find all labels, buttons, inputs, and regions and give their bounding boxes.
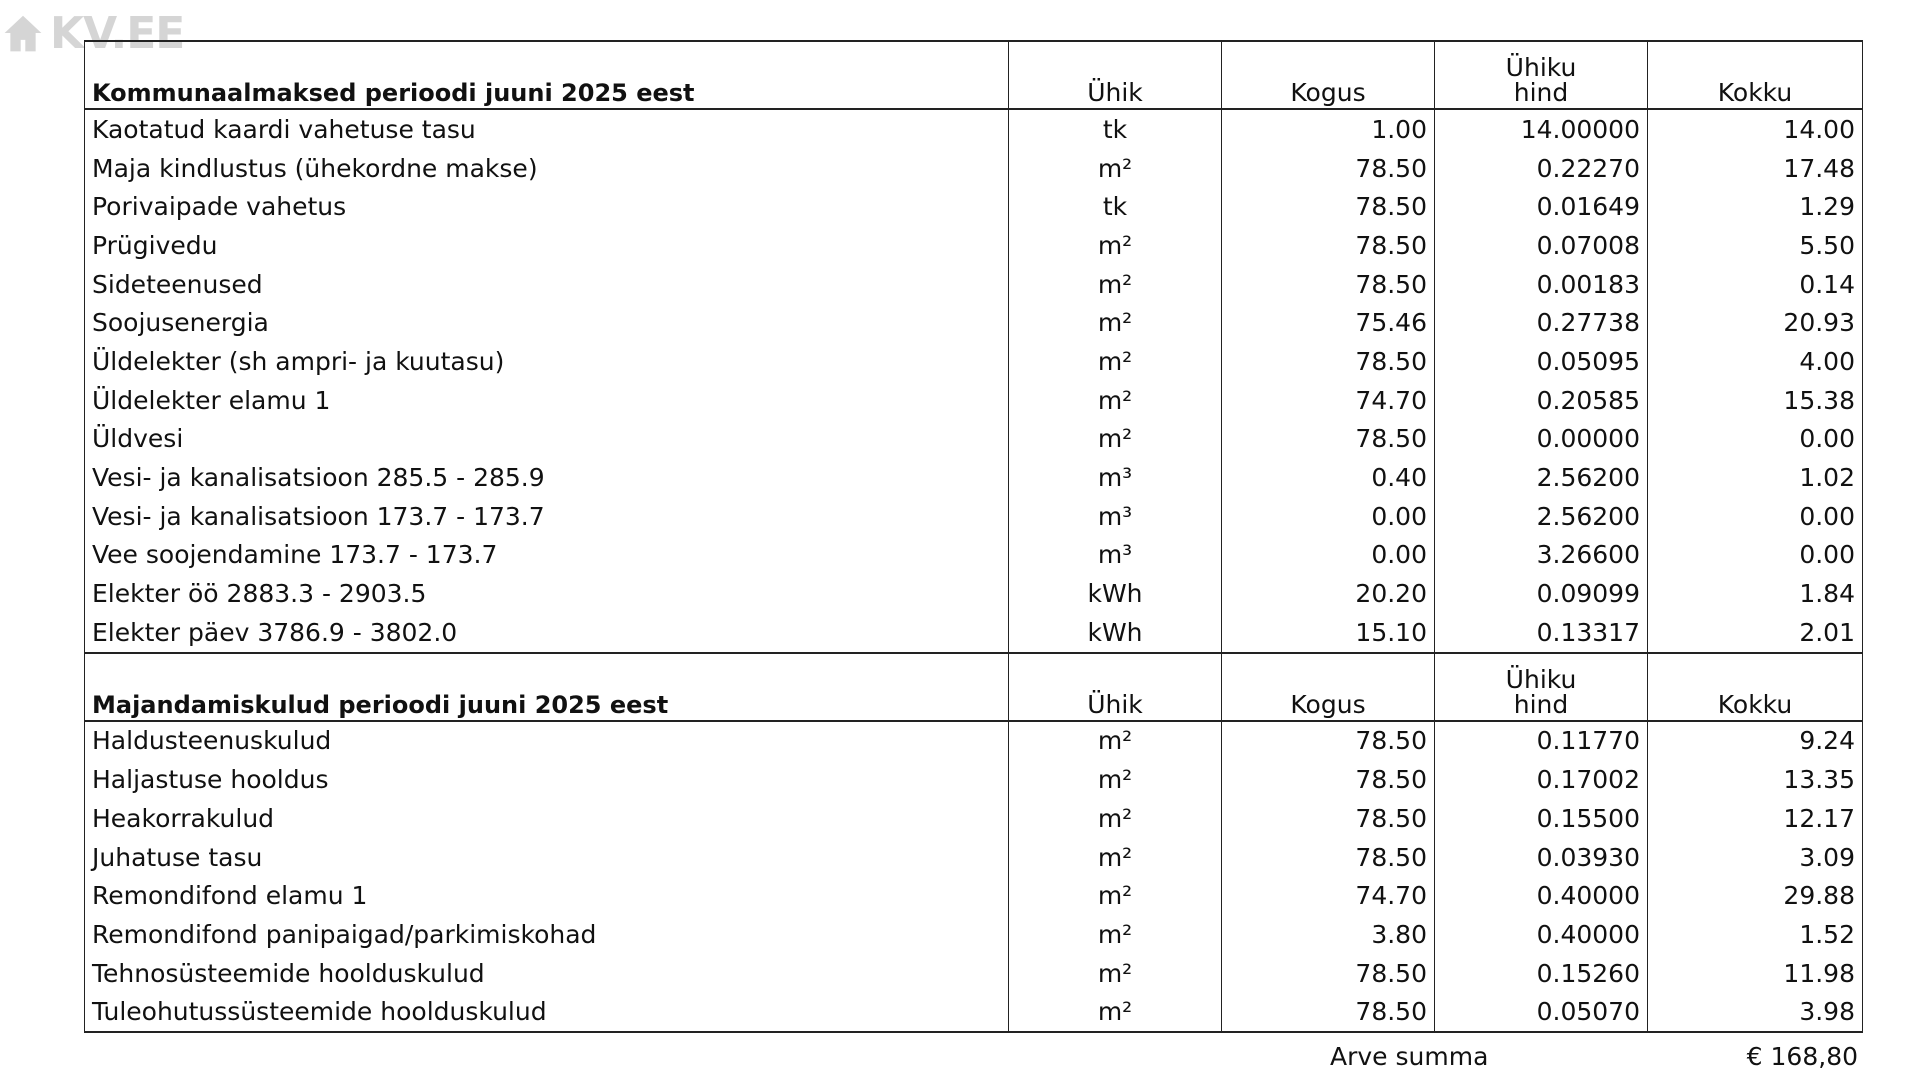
row-name: Üldelekter (sh ampri- ja kuutasu) [85,342,1009,381]
row-total: 0.00 [1648,420,1863,459]
watermark-text: KV.EE [50,7,185,59]
row-quantity: 74.70 [1222,876,1435,915]
total-label: Arve summa [1330,1042,1489,1071]
table-row [85,760,1863,799]
row-unit-price: 0.15500 [1435,799,1648,838]
row-total: 11.98 [1648,954,1863,993]
row-quantity: 78.50 [1222,760,1435,799]
section-header [85,653,1863,721]
row-quantity: 78.50 [1222,226,1435,265]
col-header-total: Kokku [1648,41,1863,109]
row-name: Üldvesi [85,420,1009,459]
table-row [85,799,1863,838]
row-unit: m³ [1009,536,1222,575]
row-quantity: 78.50 [1222,954,1435,993]
table-row [85,420,1863,459]
row-total: 1.84 [1648,574,1863,613]
table-row [85,838,1863,877]
row-total: 29.88 [1648,876,1863,915]
row-unit: m² [1009,915,1222,954]
row-unit-price: 0.40000 [1435,915,1648,954]
row-quantity: 3.80 [1222,915,1435,954]
row-name: Maja kindlustus (ühekordne makse) [85,149,1009,188]
row-name: Elekter päev 3786.9 - 3802.0 [85,613,1009,653]
row-unit: m² [1009,760,1222,799]
row-unit-price: 0.27738 [1435,303,1648,342]
row-unit-price: 0.03930 [1435,838,1648,877]
col-header-unit-price-line1: Ühiku [1505,664,1577,694]
col-header-unit: Ühik [1009,653,1222,721]
row-unit-price: 14.00000 [1435,109,1648,149]
row-total: 3.98 [1648,992,1863,1032]
row-name: Üldelekter elamu 1 [85,381,1009,420]
table-row [85,381,1863,420]
table-row [85,226,1863,265]
row-total: 5.50 [1648,226,1863,265]
row-unit-price: 0.07008 [1435,226,1648,265]
row-unit: m² [1009,226,1222,265]
row-total: 15.38 [1648,381,1863,420]
row-name: Haljastuse hooldus [85,760,1009,799]
row-name: Prügivedu [85,226,1009,265]
col-header-unit-price [1435,41,1648,109]
row-name: Haldusteenuskulud [85,721,1009,761]
table-row [85,915,1863,954]
row-quantity: 78.50 [1222,721,1435,761]
row-total: 2.01 [1648,613,1863,653]
col-header-unit-price [1435,653,1648,721]
house-icon [0,10,46,56]
row-total: 14.00 [1648,109,1863,149]
row-unit-price: 0.20585 [1435,381,1648,420]
col-header-quantity: Kogus [1222,653,1435,721]
row-unit-price: 0.09099 [1435,574,1648,613]
row-unit: kWh [1009,613,1222,653]
table-row [85,992,1863,1032]
row-name: Heakorrakulud [85,799,1009,838]
row-name: Elekter öö 2883.3 - 2903.5 [85,574,1009,613]
row-quantity: 78.50 [1222,342,1435,381]
row-unit-price: 0.17002 [1435,760,1648,799]
col-header-unit-price-line2: hind [1513,78,1569,107]
row-name: Soojusenergia [85,303,1009,342]
row-quantity: 78.50 [1222,420,1435,459]
row-total: 1.29 [1648,187,1863,226]
row-unit-price: 0.00183 [1435,265,1648,304]
row-total: 0.00 [1648,497,1863,536]
section-header [85,41,1863,109]
row-unit: tk [1009,187,1222,226]
col-header-quantity: Kogus [1222,41,1435,109]
row-unit-price: 2.56200 [1435,497,1648,536]
col-header-unit-price-line1: Ühiku [1505,53,1577,82]
row-unit-price: 0.01649 [1435,187,1648,226]
table-row [85,458,1863,497]
row-unit-price: 0.13317 [1435,613,1648,653]
row-quantity: 75.46 [1222,303,1435,342]
table-row [85,109,1863,149]
col-header-unit-price-line2: hind [1513,689,1569,719]
row-name: Remondifond panipaigad/parkimiskohad [85,915,1009,954]
row-total: 1.52 [1648,915,1863,954]
row-name: Kaotatud kaardi vahetuse tasu [85,109,1009,149]
row-total: 4.00 [1648,342,1863,381]
row-name: Juhatuse tasu [85,838,1009,877]
invoice-total [1330,1042,1858,1071]
row-quantity: 15.10 [1222,613,1435,653]
row-quantity: 0.00 [1222,497,1435,536]
row-total: 0.14 [1648,265,1863,304]
bill-table [84,40,1863,1033]
table-row [85,876,1863,915]
row-unit: m³ [1009,497,1222,536]
table-row [85,303,1863,342]
row-name: Porivaipade vahetus [85,187,1009,226]
row-unit: m² [1009,342,1222,381]
row-unit: m² [1009,876,1222,915]
row-unit: m² [1009,381,1222,420]
row-name: Vesi- ja kanalisatsioon 173.7 - 173.7 [85,497,1009,536]
row-total: 0.00 [1648,536,1863,575]
table-row [85,265,1863,304]
section-title: Majandamiskulud perioodi juuni 2025 eest [85,653,1009,721]
row-name: Vesi- ja kanalisatsioon 285.5 - 285.9 [85,458,1009,497]
row-unit: m² [1009,303,1222,342]
table-row [85,721,1863,761]
table-row [85,497,1863,536]
row-unit-price: 0.05095 [1435,342,1648,381]
row-unit: m² [1009,954,1222,993]
row-unit-price: 3.26600 [1435,536,1648,575]
row-quantity: 78.50 [1222,838,1435,877]
row-quantity: 78.50 [1222,265,1435,304]
row-quantity: 20.20 [1222,574,1435,613]
col-header-unit: Ühik [1009,41,1222,109]
row-unit-price: 0.22270 [1435,149,1648,188]
row-total: 12.17 [1648,799,1863,838]
total-value: € 168,80 [1746,1042,1858,1071]
row-quantity: 78.50 [1222,992,1435,1032]
row-unit: m² [1009,992,1222,1032]
row-unit: kWh [1009,574,1222,613]
row-unit-price: 2.56200 [1435,458,1648,497]
row-quantity: 78.50 [1222,799,1435,838]
row-unit: m² [1009,420,1222,459]
row-name: Vee soojendamine 173.7 - 173.7 [85,536,1009,575]
row-total: 3.09 [1648,838,1863,877]
table-row [85,342,1863,381]
table-row [85,187,1863,226]
row-unit-price: 0.11770 [1435,721,1648,761]
row-name: Tehnosüsteemide hoolduskulud [85,954,1009,993]
row-unit-price: 0.05070 [1435,992,1648,1032]
row-total: 1.02 [1648,458,1863,497]
row-unit: tk [1009,109,1222,149]
row-unit: m² [1009,799,1222,838]
table-row [85,613,1863,653]
row-unit-price: 0.40000 [1435,876,1648,915]
row-name: Tuleohutussüsteemide hoolduskulud [85,992,1009,1032]
table-row [85,954,1863,993]
row-unit: m² [1009,265,1222,304]
row-name: Remondifond elamu 1 [85,876,1009,915]
row-quantity: 78.50 [1222,187,1435,226]
row-total: 9.24 [1648,721,1863,761]
row-total: 20.93 [1648,303,1863,342]
table-row [85,149,1863,188]
row-quantity: 0.00 [1222,536,1435,575]
section-title: Kommunaalmaksed perioodi juuni 2025 eest [85,41,1009,109]
row-quantity: 1.00 [1222,109,1435,149]
row-unit-price: 0.00000 [1435,420,1648,459]
row-unit: m² [1009,838,1222,877]
table-row [85,574,1863,613]
row-total: 13.35 [1648,760,1863,799]
row-quantity: 74.70 [1222,381,1435,420]
row-unit: m² [1009,149,1222,188]
table-row [85,536,1863,575]
col-header-total: Kokku [1648,653,1863,721]
row-unit: m³ [1009,458,1222,497]
row-unit-price: 0.15260 [1435,954,1648,993]
row-name: Sideteenused [85,265,1009,304]
row-unit: m² [1009,721,1222,761]
row-quantity: 0.40 [1222,458,1435,497]
row-quantity: 78.50 [1222,149,1435,188]
row-total: 17.48 [1648,149,1863,188]
